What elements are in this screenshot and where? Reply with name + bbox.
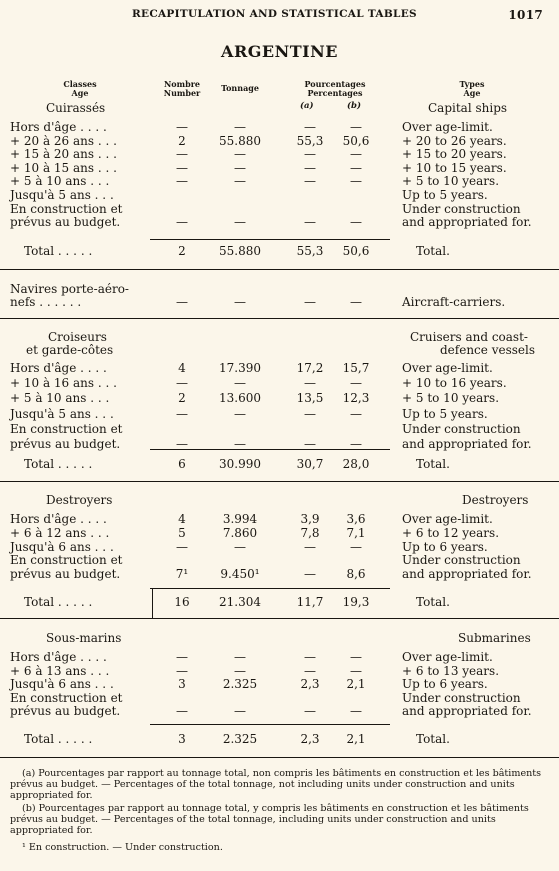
- row-label-fr: Total . . . . .: [24, 244, 93, 258]
- row-pct-b: 19,3: [342, 595, 370, 609]
- row-pct-a: 7,8: [300, 526, 320, 540]
- row-label-en: + 5 to 10 years.: [402, 174, 500, 188]
- row-pct-b: —: [350, 704, 362, 718]
- row-pct-a: 2,3: [300, 732, 320, 746]
- row-number: 4: [178, 512, 186, 526]
- row-pct-a: 55,3: [296, 134, 324, 148]
- column-header-types-en: Age: [463, 88, 481, 98]
- subtotal-rule: [150, 449, 390, 450]
- row-tonnage: 3.994: [222, 512, 258, 526]
- row-label-fr: prévus au budget.: [10, 437, 121, 451]
- section-title-cruisers-fr-2: et garde-côtes: [26, 343, 114, 357]
- row-pct-b: —: [350, 407, 362, 421]
- row-label-en: Over age-limit.: [402, 512, 493, 526]
- row-label-en: and appropriated for.: [402, 215, 532, 229]
- row-number: 2: [178, 244, 186, 258]
- aircraft-carriers-number: —: [176, 295, 188, 309]
- row-label-fr: En construction et: [10, 691, 123, 705]
- running-title: RECAPITULATION AND STATISTICAL TABLES: [132, 8, 417, 20]
- row-pct-b: 50,6: [342, 134, 370, 148]
- row-label-fr: + 5 à 10 ans . . .: [10, 174, 110, 188]
- row-label-fr: + 10 à 15 ans . . .: [10, 161, 117, 175]
- row-label-fr: Jusqu'à 5 ans . . .: [10, 188, 114, 202]
- row-tonnage: 17.390: [219, 361, 261, 375]
- row-pct-a: 30,7: [296, 457, 324, 471]
- column-header-percentages-fr: Pourcentages: [304, 79, 366, 89]
- row-pct-b: 3,6: [346, 512, 366, 526]
- aircraft-carriers-pct-a: —: [304, 295, 316, 309]
- row-number: —: [176, 437, 188, 451]
- row-tonnage: 21.304: [219, 595, 261, 609]
- row-label-fr: prévus au budget.: [10, 704, 121, 718]
- row-label-en: and appropriated for.: [402, 437, 532, 451]
- row-label-en: + 20 to 26 years.: [402, 134, 507, 148]
- row-tonnage: 9.450¹: [220, 567, 260, 581]
- section-divider: [0, 269, 559, 270]
- running-head: [0, 8, 559, 24]
- row-pct-b: —: [350, 161, 362, 175]
- row-label-en: Up to 5 years.: [402, 188, 488, 202]
- row-label-fr: Total . . . . .: [24, 595, 93, 609]
- row-tonnage: —: [234, 407, 246, 421]
- row-pct-a: —: [304, 215, 316, 229]
- row-pct-b: 2,1: [346, 732, 366, 746]
- row-tonnage: —: [234, 161, 246, 175]
- section-title-submarines-fr: Sous-marins: [46, 631, 122, 645]
- row-tonnage: —: [234, 704, 246, 718]
- row-label-en: Under construction: [402, 422, 521, 436]
- aircraft-carriers-tonnage: —: [234, 295, 246, 309]
- column-header-percentages-en: Percentages: [307, 88, 363, 98]
- section-title-cruisers-en-2: defence vessels: [440, 343, 535, 357]
- column-header-number-fr: Nombre: [163, 79, 200, 89]
- section-divider: [0, 481, 559, 482]
- row-number: 7¹: [175, 567, 189, 581]
- section-title-destroyers-fr: Destroyers: [46, 493, 113, 507]
- note-b: (b) Pourcentages par rapport au tonnage total, y compris les bâtiments en construction et les bâtiments prévus au budget. — Percentages of the total tonnage, including units under construction and units appropriated for.: [10, 803, 529, 836]
- row-number: 2: [178, 134, 186, 148]
- row-label-fr: Total . . . . .: [24, 457, 93, 471]
- row-pct-b: 2,1: [346, 677, 366, 691]
- column-header-number-en: Number: [163, 88, 201, 98]
- column-rule: [152, 588, 153, 618]
- row-label-en: Under construction: [402, 553, 521, 567]
- row-label-fr: Hors d'âge . . . .: [10, 512, 107, 526]
- section-divider: [0, 318, 559, 319]
- row-number: —: [176, 147, 188, 161]
- row-number: —: [176, 161, 188, 175]
- row-label-fr: Hors d'âge . . . .: [10, 650, 107, 664]
- row-pct-b: 7,1: [346, 526, 366, 540]
- row-pct-a: —: [304, 650, 316, 664]
- row-pct-a: 13,5: [296, 391, 324, 405]
- row-tonnage: 30.990: [219, 457, 261, 471]
- row-number: —: [176, 407, 188, 421]
- row-label-en: + 10 to 15 years.: [402, 161, 507, 175]
- notes: [10, 768, 550, 853]
- row-number: —: [176, 664, 188, 678]
- country-title: ARGENTINE: [221, 42, 338, 61]
- row-label-en: and appropriated for.: [402, 704, 532, 718]
- section-title-cruisers-fr-1: Croiseurs: [48, 330, 107, 344]
- row-number: —: [176, 174, 188, 188]
- row-label-fr: prévus au budget.: [10, 215, 121, 229]
- row-label-fr: + 6 à 12 ans . . .: [10, 526, 110, 540]
- section-title-cruisers-en-1: Cruisers and coast-: [410, 330, 528, 344]
- row-pct-a: —: [304, 376, 316, 390]
- row-tonnage: 13.600: [219, 391, 261, 405]
- row-label-fr: En construction et: [10, 422, 123, 436]
- row-label-en: Total.: [416, 732, 450, 746]
- row-number: 5: [178, 526, 186, 540]
- row-pct-b: —: [350, 215, 362, 229]
- row-pct-a: 17,2: [296, 361, 324, 375]
- row-number: 2: [178, 391, 186, 405]
- row-number: —: [176, 540, 188, 554]
- row-label-fr: + 6 à 13 ans . . .: [10, 664, 110, 678]
- row-tonnage: —: [234, 664, 246, 678]
- section-divider: [0, 757, 559, 758]
- section-divider: [0, 618, 559, 619]
- row-label-en: Total.: [416, 244, 450, 258]
- row-number: —: [176, 120, 188, 134]
- section-title-submarines-en: Submarines: [458, 631, 531, 645]
- row-label-fr: Jusqu'à 6 ans . . .: [10, 677, 114, 691]
- row-label-fr: + 20 à 26 ans . . .: [10, 134, 117, 148]
- row-pct-b: —: [350, 174, 362, 188]
- row-label-en: Over age-limit.: [402, 120, 493, 134]
- row-pct-b: —: [350, 120, 362, 134]
- row-pct-b: —: [350, 376, 362, 390]
- column-header-b: (b): [347, 101, 361, 111]
- row-pct-b: —: [350, 664, 362, 678]
- row-pct-a: —: [304, 120, 316, 134]
- row-label-en: Under construction: [402, 202, 521, 216]
- subtotal-rule: [150, 588, 390, 589]
- row-number: 6: [178, 457, 186, 471]
- row-pct-a: —: [304, 174, 316, 188]
- row-label-fr: Total . . . . .: [24, 732, 93, 746]
- row-pct-a: —: [304, 161, 316, 175]
- column-header-number: [156, 80, 208, 98]
- row-label-en: + 6 to 13 years.: [402, 664, 500, 678]
- footnote-1: ¹ En construction. — Under construction.: [22, 842, 223, 853]
- row-tonnage: 2.325: [222, 732, 258, 746]
- row-label-fr: + 15 à 20 ans . . .: [10, 147, 117, 161]
- row-pct-b: —: [350, 147, 362, 161]
- row-tonnage: —: [234, 215, 246, 229]
- note-a: (a) Pourcentages par rapport au tonnage total, non compris les bâtiments en construction et les bâtiments prévus au budget. — Percentages of the total tonnage, not including units under construction and units appropriated for.: [10, 768, 542, 801]
- row-number: 4: [178, 361, 186, 375]
- row-tonnage: 2.325: [222, 677, 258, 691]
- column-header-classes: [50, 80, 110, 98]
- row-pct-b: —: [350, 540, 362, 554]
- row-label-fr: Jusqu'à 6 ans . . .: [10, 540, 114, 554]
- row-label-en: Up to 5 years.: [402, 407, 488, 421]
- aircraft-carriers-fr-2: nefs . . . . . .: [10, 295, 82, 309]
- row-label-fr: Hors d'âge . . . .: [10, 120, 107, 134]
- row-pct-b: —: [350, 650, 362, 664]
- row-tonnage: —: [234, 120, 246, 134]
- row-tonnage: —: [234, 437, 246, 451]
- row-label-fr: + 10 à 16 ans . . .: [10, 376, 117, 390]
- subtotal-rule: [150, 239, 390, 240]
- row-label-fr: prévus au budget.: [10, 567, 121, 581]
- section-title-capital-ships-fr: Cuirassés: [46, 101, 106, 115]
- row-label-fr: Hors d'âge . . . .: [10, 361, 107, 375]
- column-header-percentages: [290, 80, 380, 98]
- row-label-en: Up to 6 years.: [402, 540, 488, 554]
- row-number: —: [176, 215, 188, 229]
- row-label-fr: En construction et: [10, 202, 123, 216]
- aircraft-carriers-fr-1: Navires porte-aéro-: [10, 282, 129, 296]
- row-tonnage: —: [234, 376, 246, 390]
- row-label-en: + 10 to 16 years.: [402, 376, 507, 390]
- row-pct-a: 2,3: [300, 677, 320, 691]
- row-pct-a: —: [304, 664, 316, 678]
- row-number: —: [176, 376, 188, 390]
- row-label-en: + 6 to 12 years.: [402, 526, 500, 540]
- row-pct-a: 3,9: [300, 512, 320, 526]
- row-tonnage: —: [234, 540, 246, 554]
- row-label-fr: En construction et: [10, 553, 123, 567]
- row-pct-a: —: [304, 407, 316, 421]
- row-pct-b: 8,6: [346, 567, 366, 581]
- column-header-tonnage: Tonnage: [221, 83, 259, 93]
- row-tonnage: 7.860: [222, 526, 258, 540]
- row-label-en: + 15 to 20 years.: [402, 147, 507, 161]
- row-label-en: Over age-limit.: [402, 361, 493, 375]
- row-label-en: and appropriated for.: [402, 567, 532, 581]
- page-number: 1017: [508, 8, 543, 22]
- row-label-en: Total.: [416, 457, 450, 471]
- column-header-classes-fr: Classes: [63, 79, 97, 89]
- row-number: 16: [174, 595, 190, 609]
- section-title-capital-ships-en: Capital ships: [428, 101, 508, 115]
- row-label-en: Up to 6 years.: [402, 677, 488, 691]
- row-tonnage: —: [234, 650, 246, 664]
- row-number: 3: [178, 677, 186, 691]
- row-number: —: [176, 704, 188, 718]
- row-number: —: [176, 650, 188, 664]
- row-label-en: + 5 to 10 years.: [402, 391, 500, 405]
- aircraft-carriers-en: Aircraft-carriers.: [402, 295, 506, 309]
- section-title-destroyers-en: Destroyers: [462, 493, 529, 507]
- row-label-fr: + 5 à 10 ans . . .: [10, 391, 110, 405]
- row-label-en: Total.: [416, 595, 450, 609]
- column-header-types: [442, 80, 502, 98]
- row-label-en: Under construction: [402, 691, 521, 705]
- row-tonnage: —: [234, 174, 246, 188]
- row-pct-b: 28,0: [342, 457, 370, 471]
- row-label-fr: Jusqu'à 5 ans . . .: [10, 407, 114, 421]
- column-header-types-fr: Types: [459, 79, 485, 89]
- row-pct-a: 11,7: [296, 595, 324, 609]
- aircraft-carriers-pct-b: —: [350, 295, 362, 309]
- row-pct-a: —: [304, 704, 316, 718]
- row-pct-a: —: [304, 567, 316, 581]
- row-pct-a: 55,3: [296, 244, 324, 258]
- row-pct-b: 12,3: [342, 391, 370, 405]
- column-header-classes-en: Age: [71, 88, 89, 98]
- row-tonnage: —: [234, 147, 246, 161]
- row-pct-b: 50,6: [342, 244, 370, 258]
- row-pct-a: —: [304, 540, 316, 554]
- column-header-a: (a): [300, 101, 314, 111]
- row-pct-a: —: [304, 437, 316, 451]
- subtotal-rule: [150, 724, 390, 725]
- row-label-en: Over age-limit.: [402, 650, 493, 664]
- row-pct-b: —: [350, 437, 362, 451]
- row-pct-a: —: [304, 147, 316, 161]
- row-tonnage: 55.880: [219, 244, 261, 258]
- row-pct-b: 15,7: [342, 361, 370, 375]
- row-tonnage: 55.880: [219, 134, 261, 148]
- row-number: 3: [178, 732, 186, 746]
